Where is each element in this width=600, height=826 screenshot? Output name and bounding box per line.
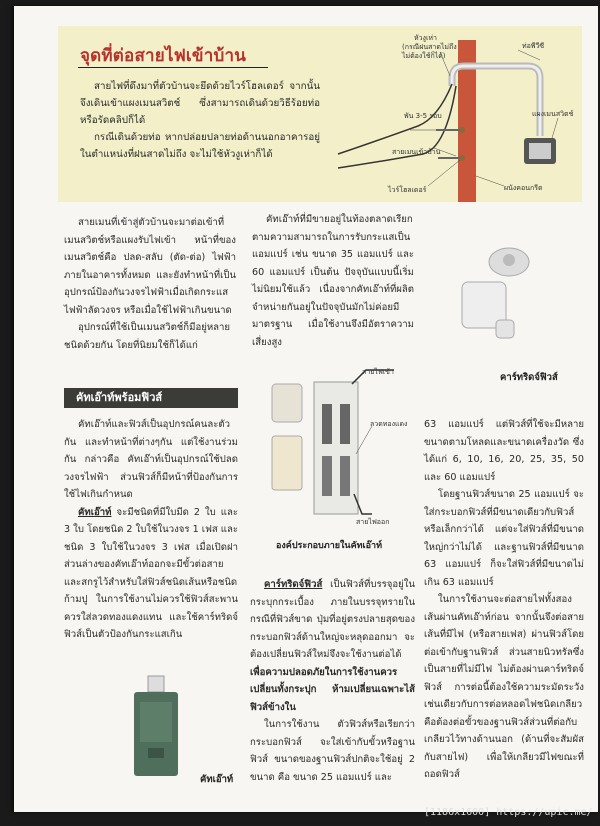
column-1-text bbox=[64, 214, 236, 354]
intro-box bbox=[58, 26, 582, 202]
label-wire-holder: ไวร์โฮลเดอร์ bbox=[388, 186, 427, 194]
label-copper-wire: ลวดทองแดง bbox=[370, 420, 408, 428]
section-heading: คัทเอ๊าท์พร้อมฟิวส์ bbox=[64, 388, 238, 408]
col3-paragraph-1: 63 แอมแปร์ แต่ฟิวส์ที่ใช้จะมีหลายขนาดตามโหลดและขนาดเครื่องวัด ซึ่งได้แก่ 6, 10, 16, 20, 25, 35, 50 และ 60 แอมแปร์ bbox=[424, 419, 584, 483]
col2b-paragraph-2: ในการใช้งาน ตัวฟิวส์หรือเรียกว่ากระบอกฟิวส์ จะใส่เข้ากับขั้วหรือฐานฟิวส์ ขนาดของฐานฟิวส์ปกติจะใช้อยู่ 2 ขนาด คือ ขนาด 25 แอมแปร์ และ bbox=[250, 719, 415, 783]
label-gooseneck-note1: (กรณีฝนสาดไม่ถึง bbox=[402, 43, 457, 51]
label-turns: พัน 3-5 รอบ bbox=[404, 112, 442, 120]
figure-caption: องค์ประกอบภายในคัทเอ๊าท์ bbox=[276, 541, 382, 551]
col1-paragraph-2: อุปกรณ์ที่ใช้เป็นเมนสวิตช์ก็มีอยู่หลายชนิดด้วยกัน โดยที่นิยมใช้ก็ได้แก่ bbox=[64, 322, 231, 351]
column-1b-text bbox=[64, 416, 238, 644]
label-pvc-pipe: ท่อพีวีซี bbox=[522, 42, 545, 50]
label-main-switch: แผงเมนสวิตช์ bbox=[532, 110, 574, 118]
image-host-watermark: [1186x1600] https://upic.me/ bbox=[424, 807, 593, 818]
label-wire-in: สายไฟเข้า bbox=[362, 368, 394, 376]
label-wire-out: สายไฟออก bbox=[356, 518, 390, 526]
cartridge-caption: คาร์ทริดจ์ฟิวส์ bbox=[500, 372, 558, 383]
col1b-paragraph-1: คัทเอ๊าท์และฟิวส์เป็นอุปกรณ์คนละตัวกัน และทำหน้าที่ต่างๆกัน แต่ใช้งานร่วมกัน กล่าวคือ คัทเอ๊าท์เป็นอุปกรณ์ใช้ปลดวงจรไฟฟ้า ส่วนฟิวส์ก็มีหน้าที่ป้องกันการใช้ไฟเกินกำหนด bbox=[64, 419, 238, 500]
column-2-text bbox=[252, 211, 414, 351]
intro-paragraph-2: กรณีเดินด้วยท่อ หากปล่อยปลายท่อด้านนอกอาคารอยู่ในตำแหน่งที่ฝนสาดไม่ถึง จะไม่ใช้หัวงูเห่าก็ได้ bbox=[80, 132, 320, 160]
cartridge-fuse-image bbox=[444, 224, 554, 354]
cartridge-lead: คาร์ทริดจ์ฟิวส์ bbox=[264, 579, 323, 590]
intro-text bbox=[80, 78, 320, 163]
page-title: จุดที่ต่อสายไฟเข้าบ้าน bbox=[80, 46, 247, 66]
magazine-page bbox=[14, 6, 598, 812]
label-concrete-wall: ผนังคอนกรีต bbox=[504, 184, 543, 192]
cutout-caption: คัทเอ๊าท์ bbox=[200, 774, 234, 785]
cutout-internals-figure bbox=[262, 364, 422, 534]
intro-paragraph-1: สายไฟที่ดึงมาที่ตัวบ้านจะยึดด้วยไวร์โฮลเดอร์ จากนั้นจึงเดินเข้าแผงเมนสวิตช์ ซึ่งสามารถเดินด้วยวิธีร้อยท่อหรือรัดคลิปก็ได้ bbox=[80, 81, 320, 126]
cutout-lead: คัทเอ๊าท์ bbox=[78, 506, 112, 518]
column-2b-text bbox=[250, 576, 415, 786]
title-underline bbox=[78, 67, 268, 68]
col3-paragraph-3: ในการใช้งานจะต่อสายไฟทั้งสองเส้นผ่านคัทเอ๊าท์ก่อน จากนั้นจึงต่อสายเส้นที่มีไฟ (หรือสายเฟส) ผ่านฟิวส์โดยต่อเข้ากับฐานฟิวส์ ส่วนสายนิวทรัลซึ่งเป็นสายที่ไม่มีไฟ ไม่ต้องผ่านคาร์ทริดจ์ฟิวส์ การต่อนี้ต้องใช้ความระมัดระวังเช่นเดียวกับการต่อหลอดไฟชนิดเกลียว คือต้องต่อขั้วของฐานฟิวส์ส่วนที่ต่อกับเกลียวไว้ทางด้านนอก (ด้านที่จะสัมผัสกับสายไฟ) เพื่อให้เกลียวมีไฟขณะที่ถอดฟิวส์ bbox=[424, 594, 584, 780]
label-gooseneck: หัวงูเห่า bbox=[414, 34, 437, 42]
column-3-text bbox=[424, 416, 584, 784]
cutout-switch-image bbox=[126, 672, 186, 782]
col1-paragraph-1: สายเมนที่เข้าสู่ตัวบ้านจะมาต่อเข้าที่เมนสวิตช์หรือแผงรับไฟเข้า หน้าที่ของเมนสวิตช์คือ ปลด-สลับ (ตัด-ต่อ) ไฟฟ้าภายในอาคารทั้งหมด และยังทำหน้าที่เป็นอุปกรณ์ป้องกันวงจรไฟฟ้าเมื่อเกิดกระแสไฟฟ้าลัดวงจร หรือเมื่อใช้ไฟฟ้าเกินขนาด bbox=[64, 217, 236, 316]
col2-paragraph-1: คัทเอ๊าท์ที่มีขายอยู่ในท้องตลาดเรียกตามความสามารถในการรับกระแสเป็นแอมแปร์ เช่น ขนาด 35 แอมแปร์ และ 60 แอมแปร์ เป็นต้น ปัจจุบันแบบนี้เริ่มไม่นิยมใช้แล้ว เนื่องจากคัทเอ๊าท์ที่ผลิตจำหน่ายกันอยู่ในปัจจุบันมักไม่ค่อยมีมาตรฐาน เมื่อใช้งานจึงมีอัตราความเสี่ยงสูง bbox=[252, 214, 414, 348]
col3-paragraph-2: โดยฐานฟิวส์ขนาด 25 แอมแปร์ จะใส่กระบอกฟิวส์ที่มีขนาดเดียวกับฟิวส์หรือเล็กกว่าได้ แต่จะใส่ฟิวส์ที่มีขนาดใหญ่กว่าไม่ได้ และฐานฟิวส์ที่มีขนาด 63 แอมแปร์ ก็จะใส่ฟิวส์ที่มีขนาดไม่เกิน 63 แอมแปร์ bbox=[424, 489, 584, 588]
col1b-paragraph-2: คัทเอ๊าท์ จะมีชนิดที่มีใบมีด 2 ใบ และ 3 ใบ โดยชนิด 2 ใบใช้ในวงจร 1 เฟส และชนิด 3 ใบใช้ในวงจร 3 เฟส เมื่อเปิดฝาส่วนล่างของคัทเอ๊าท์ออกจะมีขั้วต่อสายและสกรูไว้สำหรับใส่ฟิวส์ชนิดเส้นหรือชนิดก้ามปู ในการใช้งานไม่ควรใช้ฟิวส์สะพาน ควรใส่ลวดทองแดงแทน และใช้คาร์ทริดจ์ฟิวส์เป็นตัวป้องกันกระแสเกิน bbox=[64, 506, 238, 640]
service-entry-diagram bbox=[328, 26, 582, 202]
label-service-wire: สายเมนเข้าบ้าน bbox=[392, 148, 441, 156]
col2b-paragraph-1: คาร์ทริดจ์ฟิวส์ เป็นฟิวส์ที่บรรจุอยู่ในกระบุกกระเบื้อง ภายในบรรจุทรายในกรณีที่ฟิวส์ขาด ปุ่มที่อยู่ตรงปลายสุดของกระบอกฟิวส์ด้านใหญ่จะหลุดออกมา จะต้องเปลี่ยนฟิวส์ใหม่จึงจะใช้งานต่อได้ เพื่อความปลอดภัยในการใช้งานควรเปลี่ยนทั้งกระปุก ห้ามเปลี่ยนเฉพาะไส้ฟิวส์ข้างใน bbox=[250, 579, 415, 713]
label-gooseneck-note2: ไม่ต้องใช้ก็ได้) bbox=[402, 52, 446, 60]
